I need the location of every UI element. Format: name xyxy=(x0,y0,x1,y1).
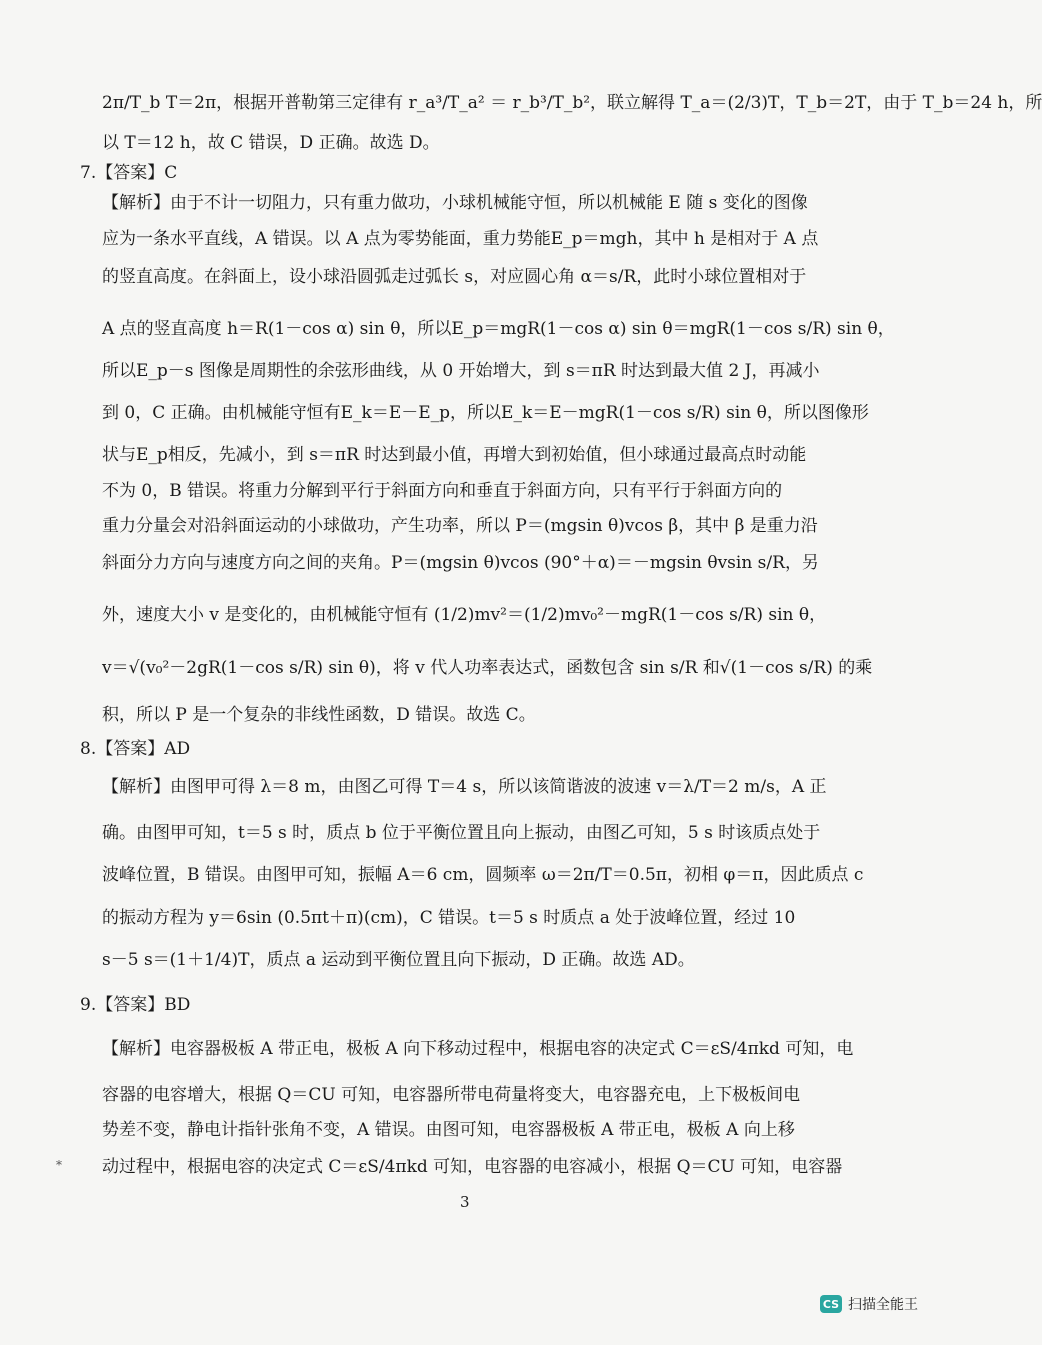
answer-7: 7.【答案】C xyxy=(80,163,178,183)
text-line: 积，所以 P 是一个复杂的非线性函数，D 错误。故选 C。 xyxy=(102,705,536,725)
text-line: 动过程中，根据电容的决定式 C＝εS/4πkd 可知，电容器的电容减小，根据 Q＝CU 可知，电容器 xyxy=(102,1157,843,1177)
text-line: 不为 0，B 错误。将重力分解到平行于斜面方向和垂直于斜面方向，只有平行于斜面方向的 xyxy=(102,481,783,501)
text-line: 斜面分力方向与速度方向之间的夹角。P＝(mgsin θ)vcos (90°＋α)＝－mgsin θvsin s/R，另 xyxy=(102,553,819,573)
text-line: 以 T＝12 h，故 C 错误，D 正确。故选 D。 xyxy=(102,133,440,153)
text-line: 到 0，C 正确。由机械能守恒有E_k＝E－E_p，所以E_k＝E－mgR(1－cos s/R) sin θ，所以图像形 xyxy=(102,403,869,423)
text-line: 【解析】由于不计一切阻力，只有重力做功，小球机械能守恒，所以机械能 E 随 s 变化的图像 xyxy=(102,193,808,213)
page-number: 3 xyxy=(460,1193,470,1211)
text-line: v＝√(v₀²－2gR(1－cos s/R) sin θ)，将 v 代人功率表达式，函数包含 sin s/R 和√(1－cos s/R) 的乘 xyxy=(102,658,873,678)
text-line: s－5 s＝(1＋1/4)T，质点 a 运动到平衡位置且向下振动，D 正确。故选 AD。 xyxy=(102,950,695,970)
text-line: 所以E_p－s 图像是周期性的余弦形曲线，从 0 开始增大，到 s＝πR 时达到最大值 2 J，再减小 xyxy=(102,361,820,381)
text-line: 【解析】由图甲可得 λ＝8 m，由图乙可得 T＝4 s，所以该简谐波的波速 v＝λ/T＝2 m/s，A 正 xyxy=(102,777,827,797)
text-line: 确。由图甲可知，t＝5 s 时，质点 b 位于平衡位置且向上振动，由图乙可知，5 s 时该质点处于 xyxy=(102,823,821,843)
scanner-watermark xyxy=(820,1294,918,1314)
text-line: 2π/T_b T＝2π，根据开普勒第三定律有 r_a³/T_a² ＝ r_b³/T_b²，联立解得 T_a＝(2/3)T，T_b＝2T，由于 T_b＝24 h，所 xyxy=(102,93,1042,113)
text-line: 势差不变，静电计指针张角不变，A 错误。由图可知，电容器极板 A 带正电，极板 A 向上移 xyxy=(102,1120,795,1140)
text-line: 应为一条水平直线，A 错误。以 A 点为零势能面，重力势能E_p＝mgh，其中 h 是相对于 A 点 xyxy=(102,229,819,249)
text-line: 外，速度大小 v 是变化的，由机械能守恒有 (1/2)mv²＝(1/2)mv₀²－mgR(1－cos s/R) sin θ， xyxy=(102,605,827,625)
answer-9: 9.【答案】BD xyxy=(80,995,191,1015)
text-line: 的振动方程为 y＝6sin (0.5πt＋π)(cm)，C 错误。t＝5 s 时质点 a 处于波峰位置，经过 10 xyxy=(102,908,796,928)
text-line: 的竖直高度。在斜面上，设小球沿圆弧走过弧长 s，对应圆心角 α＝s/R，此时小球位置相对于 xyxy=(102,267,807,287)
text-line: 重力分量会对沿斜面运动的小球做功，产生功率，所以 P＝(mgsin θ)vcos β，其中 β 是重力沿 xyxy=(102,516,818,536)
text-line: 波峰位置，B 错误。由图甲可知，振幅 A＝6 cm，圆频率 ω＝2π/T＝0.5π，初相 φ＝π，因此质点 c xyxy=(102,865,864,885)
text-line: 状与E_p相反，先减小，到 s＝πR 时达到最小值，再增大到初始值，但小球通过最高点时动能 xyxy=(102,445,807,465)
margin-mark: * xyxy=(56,1158,62,1172)
text-line: A 点的竖直高度 h＝R(1－cos α) sin θ，所以E_p＝mgR(1－cos α) sin θ＝mgR(1－cos s/R) sin θ， xyxy=(102,319,895,339)
camscanner-logo-icon: CS xyxy=(820,1295,842,1313)
text-line: 【解析】电容器极板 A 带正电，极板 A 向下移动过程中，根据电容的决定式 C＝εS/4πkd 可知，电 xyxy=(102,1039,854,1059)
answer-8: 8.【答案】AD xyxy=(80,739,191,759)
watermark-app-name: 扫描全能王 xyxy=(848,1297,918,1313)
text-line: 容器的电容增大，根据 Q＝CU 可知，电容器所带电荷量将变大，电容器充电，上下极板间电 xyxy=(102,1085,801,1105)
